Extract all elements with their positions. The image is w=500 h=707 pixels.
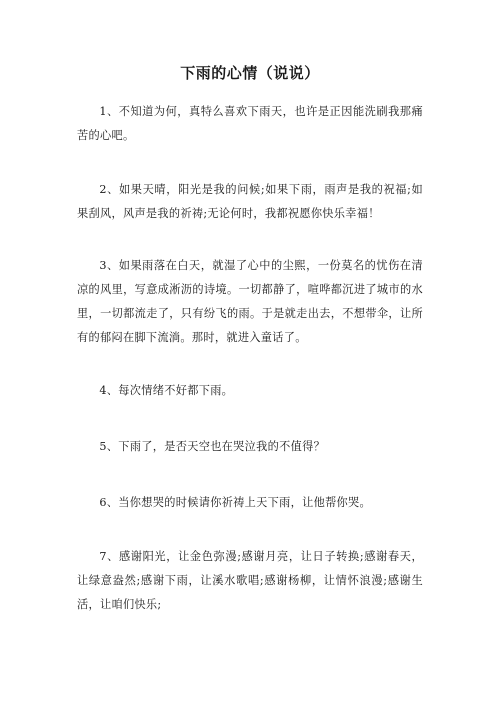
- paragraph-3: 3、如果雨落在白天，就湿了心中的尘熙，一份莫名的忧伤在清凉的风里，写意成淅沥的诗境。一切都静了，喧哗都沉进了城市的水里，一切都流走了，只有纷飞的雨。于是就走出去，不想带伞，让所有的郁闷在脚下流淌。那时，就进入童话了。: [77, 259, 423, 345]
- paragraph-5: 5、下雨了，是否天空也在哭泣我的不值得？: [99, 440, 326, 454]
- paragraph-4: 4、每次情绪不好都下雨。: [99, 384, 234, 398]
- document-title: 下雨的心情（说说）: [180, 64, 320, 82]
- paragraph-6: 6、当你想哭的时候请你祈祷上天下雨，让他帮你哭。: [99, 496, 372, 510]
- paragraph-1: 1、不知道为何，真特么喜欢下雨天，也许是正因能洗刷我那痛苦的心吧。: [77, 105, 423, 143]
- paragraph-7: 7、感谢阳光，让金色弥漫;感谢月亮，让日子转换;感谢春天，让绿意盎然;感谢下雨，让溪水歌唱;感谢杨柳，让情怀浪漫;感谢生活，让咱们快乐;: [77, 550, 423, 612]
- paragraph-2: 2、如果天晴，阳光是我的问候;如果下雨，雨声是我的祝福;如果刮风，风声是我的祈祷;无论何时，我都祝愿你快乐幸福！: [77, 183, 423, 221]
